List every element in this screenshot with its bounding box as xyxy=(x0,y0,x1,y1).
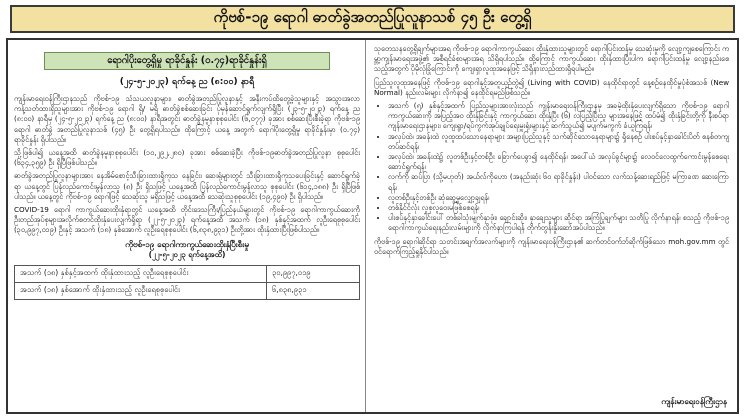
list-item: • အလုပ်ထဲ၊ အခန်းထဲ လူထူထပ်သောနေရာများ အများပြည်သူနှင့် သက်ဆိုင်သောနေရာများ၌ ရှိနေစဉ် ပါးစပ်နှင့်နှာခေါင်းပိတ် စနစ်တကျ တပ်ဆင်ရန်၊ xyxy=(388,132,729,152)
positivity-rate-box xyxy=(44,52,330,70)
paragraph: COVID-19 ရောဂါ ကာကွယ်ဆေးထိုးနှံရာတွင် ယနေ့အထိ တိုင်းဒေသကြီး/ပြည်နယ်များတွင် ကိုဗစ်-၁၉ ရောဂါကာကွယ်ဆေးကို ဦးတည်အုပ်စုများအလိုက်စတင်ထိုးနှံပေးလျက်ရှိရာ (၂၂-၅-၂၀၂၃) ရက်နေ့အထိ အသက် (၁၈) နှစ်နှင့်အထက် လူဦးရေစုစုပေါင်း (၃၀,၉၉၇,၀၁၉) ဦးနှင့် အသက် (၁၈) နှစ်အောက် လူဦးရေစုစုပေါင်း (၆,၈၃၈,၉၃၁) ဦးတို့အား ထိုးနှံထားပြီးဖြစ်ပါသည်။ xyxy=(14,205,360,235)
paragraph: သုတေသနတွေ့ရှိချက်များအရ ကိုဗစ်-၁၉ ရောဂါကာကွယ်ဆေး ထိုးနှံထားသူများတွင် ရောဂါပြင်းထန်မှု သေဆုံးမှုကို လျော့ကျစေကြောင်း ကမ္ဘာ့ကျန်းမာရေးအဖွဲ့၏ အစီရင်ခံစာများအရ သိရှိရပါသည်။ ထို့ကြောင့် ကာကွယ်ဆေး ထိုးနှံထားပြီးပါက ရောဂါပြင်းထန်မှု လျော့နည်းစေသည့်အတွက် ပိုမိုလုံခြုံကြောင်းကို ကျေးရှာလူထုအနေဖြင့် သိရှိနားလည်ထားရှိရပါမည်။ xyxy=(374,44,729,74)
vaccine-table-title: ကိုဗစ်-၁၉ ရောဂါကာကွယ်ဆေးထိုးနှံပြီးစီးမှု xyxy=(125,239,249,249)
ministry-signoff: ကျန်းမာရေးဝန်ကြီးဌာန xyxy=(661,397,727,406)
row-label: အသက် (၁၈) နှစ်နှင့်အထက် ထိုးနှံထားသည့် လူဦးရေစုစုပေါင်း xyxy=(15,265,267,282)
paragraph: ပြည်သူလူထုအနေဖြင့် ကိုဗစ်-၁၉ ရောဂါနှင့်အတူယှဉ်တွဲ၍ (Living with COVID) နေထိုင်ရာတွင် နေ့စဉ်နေထိုင်မှုပုံစံအသစ် (New Normal) နည်းလမ်းများ လိုက်နာ၍ နေထိုင်ရမည်ဖြစ်သည်။ xyxy=(374,77,729,97)
paragraph: သို့ဖြစ်ပါ၍ ယနေ့အထိ ဓာတ်ခွဲနမူနာစုစုပေါင်း (၁၀,၂၉၂,၂၈၀) ခုအား စစ်ဆေးခဲ့ပြီး ကိုဗစ်-၁၉ဓာတ်ခွဲအတည်ပြုလူနာ စုစုပေါင်း (၆၃၄,၃၅၉) ဦး ရှိပြီဖြစ်ပါသည်။ xyxy=(14,148,360,168)
right-column xyxy=(366,40,737,412)
list-item: • အသက် (၅) နှစ်နှင့်အထက် ပြည်သူများအားလုံးသည် ကျန်းမာရေးဝန်ကြီးဌာနမှ အခမဲ့ထိုးနှံပေးလျက်ရှိသော ကိုဗစ်-၁၉ ရောဂါ ကာကွယ်ဆေးကို အပြည့်အဝ ထိုးနှံခြင်းနှင့် ကာကွယ်ဆေး ထိုးနှံပြီး (၆) လပြည့်ပြီးသူ များအနေဖြင့် ထပ်မံ၍ ထိုးနှံခြင်းတို့ကို နီးစပ်ရာ ကျန်းမာရေးဌာနများ၊ ကျေးရွာ/ရပ်ကွက်အုပ်ချုပ်ရေးမှူးရုံးများနှင့် ဆက်သွယ်၍ မပျက်မကွက် ခံယူကြရန်၊ xyxy=(388,101,729,132)
paragraph: ကိုဗစ်-၁၉ ရောဂါဆိုင်ရာ သတင်းအချက်အလက်များကို ကျန်းမာရေးဝန်ကြီးဌာန၏ ဆက်တင်ဝက်ဘ်ဆိုက်ဖြစ်သော moh.gov.mm တွင် ဝင်ရောက်ကြည့်ရှုနိုင်ပါသည်။ xyxy=(374,236,729,256)
left-column xyxy=(8,40,366,412)
article-body xyxy=(6,38,739,414)
guideline-list xyxy=(374,101,729,234)
list-item: • ပါးစပ်နှင့်နှာခေါင်းပေါ် တစ်ခါသုံးမျက်နှာဖုံး၊ ချောင်းဆိုး၊ နှာချေသူများ ဆိုင်ရာ အကြံပြုချက်များ သတိပြု လိုက်နာရန်၊ စသည့် ကိုဗစ်-၁၉ ရောဂါကာကွယ်ရေးနည်းလမ်းများကို လိုက်နာကြပါရန် တိုက်တွန်းနှိုးဆော်အပ်ပါသည်။ xyxy=(388,213,729,233)
table-row xyxy=(15,265,360,282)
list-item: • လူတစ်ဦးနှင့်တစ်ဦး ဆုံဆွေ့မှုလျှော့ချရန်၊ xyxy=(388,193,729,203)
subtitle-line: ရောဂါပိုးတွေ့ရှိမှု ရာခိုင်နှုန်း (၀.၇၄)ရာခိုင်နှုန်းရှိ xyxy=(107,55,267,66)
dateline: (၂၄-၅-၂၀၂၃) ရက်နေ့ ည (၈:၀၀) နာရီ xyxy=(119,77,255,87)
paragraph: ကျန်းမာရေးဝန်ကြီးဌာနသည် ကိုဗစ်-၁၉ သံသယလူနာများ၊ ဓာတ်ခွဲအတည်ပြုလူနာနှင့် အနီးကပ်ထိတွေ့ခဲ့သူများနှင့် အသွားအလာကန့်သတ်ထားရှိသူများအား ကိုဗစ်-၁၉ ရောဂါ ရှိ/ မရှိ ဓာတ်ခွဲစစ်ဆေးခြင်း ပုံမှန်ဆောင်ရွက်လျက်ရှိပြီး (၂၃-၅-၂၀၂၃) ရက်နေ့ ည (၈:၀၀) နာရီမှ (၂၄-၅-၂၀၂၃) ရက်နေ့ ည (၈:၀၀) နာရီအတွင်း ဓာတ်ခွဲနမူနာစုစုပေါင်း (၆,၀၇၇) ခုအား စစ်ဆေးပြီးစီးခဲ့ရာ ကိုဗစ်-၁၉ ရောဂါ ဓာတ်ခွဲ အတည်ပြုလူနာသစ် (၄၅) ဦး တွေ့ရှိရပါသည်။ ထိုကြောင့် ယနေ့ အတွက် ရောဂါပိုးတွေ့ရှိမှု ရာခိုင်နှုန်းမှာ (၀.၇၄) ရာခိုင်နှုန်း ရှိပါသည်။ xyxy=(14,94,360,144)
list-item: • အလုပ်ထဲ၊ အခန်းထဲ၌ လူတစ်ဦးနှင့်တစ်ဦး ခြောက်ပေခွာ၍ နေထိုင်ရန်၊ အပေါ်ယံ အလုပ်ခွင်များ၌ လေဝင်လေထွက်ကောင်းမွန်စေရေး ဆောင်ရွက်ရန်၊ xyxy=(388,152,729,172)
table-row xyxy=(15,282,360,299)
row-value: ၆,၈၃၈,၉၃၁ xyxy=(267,282,360,299)
paragraph: ဓာတ်ခွဲအတည်ပြုလူနာများအား နေအိမ်စောင့်သီးခြားထားရှိကုသ နေခြင်း၊ ဆေးရုံများတွင် သီးခြားထားရှိကုသပေးခြင်းနှင့် ဆောင်ရွက်ခဲ့ရာ ယနေ့တွင် ပြန်လည်ကောင်းမွန်လာသူ (၈) ဦး ရှိသဖြင့် ယနေ့အထိ ပြန်လည်ကောင်းမွန်လာသူ စုစုပေါင်း (၆၁၄,၁၈၈) ဦး ရှိပြီဖြစ်ပါသည်။ ယနေ့တွင် ကိုဗစ်-၁၉ ရောဂါဖြင့် သေဆုံးသူ မရှိသဖြင့် ယနေ့အထိ သေဆုံးသူစုစုပေါင်း (၁၉,၄၉၀) ဦး ရှိပါသည်။ xyxy=(14,171,360,201)
list-item: • လက်ကို ဆပ်ပြာ (သို့မဟုတ်) အယ်လ်ကိုဟော (အနည်းဆုံး ၆၀ ရာခိုင်နှုန်း) ပါဝင်သော လက်သန့်ဆေးရည်ဖြင့် မကြာခဏ ဆေးကြောရန်၊ xyxy=(388,172,729,192)
row-label: အသက် (၁၈) နှစ်အောက် ထိုးနှံထားသည့် လူဦးရေစုစုပေါင်း xyxy=(15,282,267,299)
row-value: ၃၀,၉၉၇,၀၁၉ xyxy=(267,265,360,282)
list-item: • တစ်နိုင်ငံလုံး လူစုလူဝေးမဖြစ်စေရန်၊ xyxy=(388,203,729,213)
vaccine-table xyxy=(14,265,360,300)
headline: ကိုဗစ်-၁၉ ရောဂါ ဓာတ်ခွဲအတည်ပြုလူနာသစ် ၄၅ ဦး တွေ့ရှိ xyxy=(10,5,735,33)
vaccine-table-subtitle: (၂၂-၅-၂၀၂၃ ရက်နေ့အထိ) xyxy=(148,249,226,259)
